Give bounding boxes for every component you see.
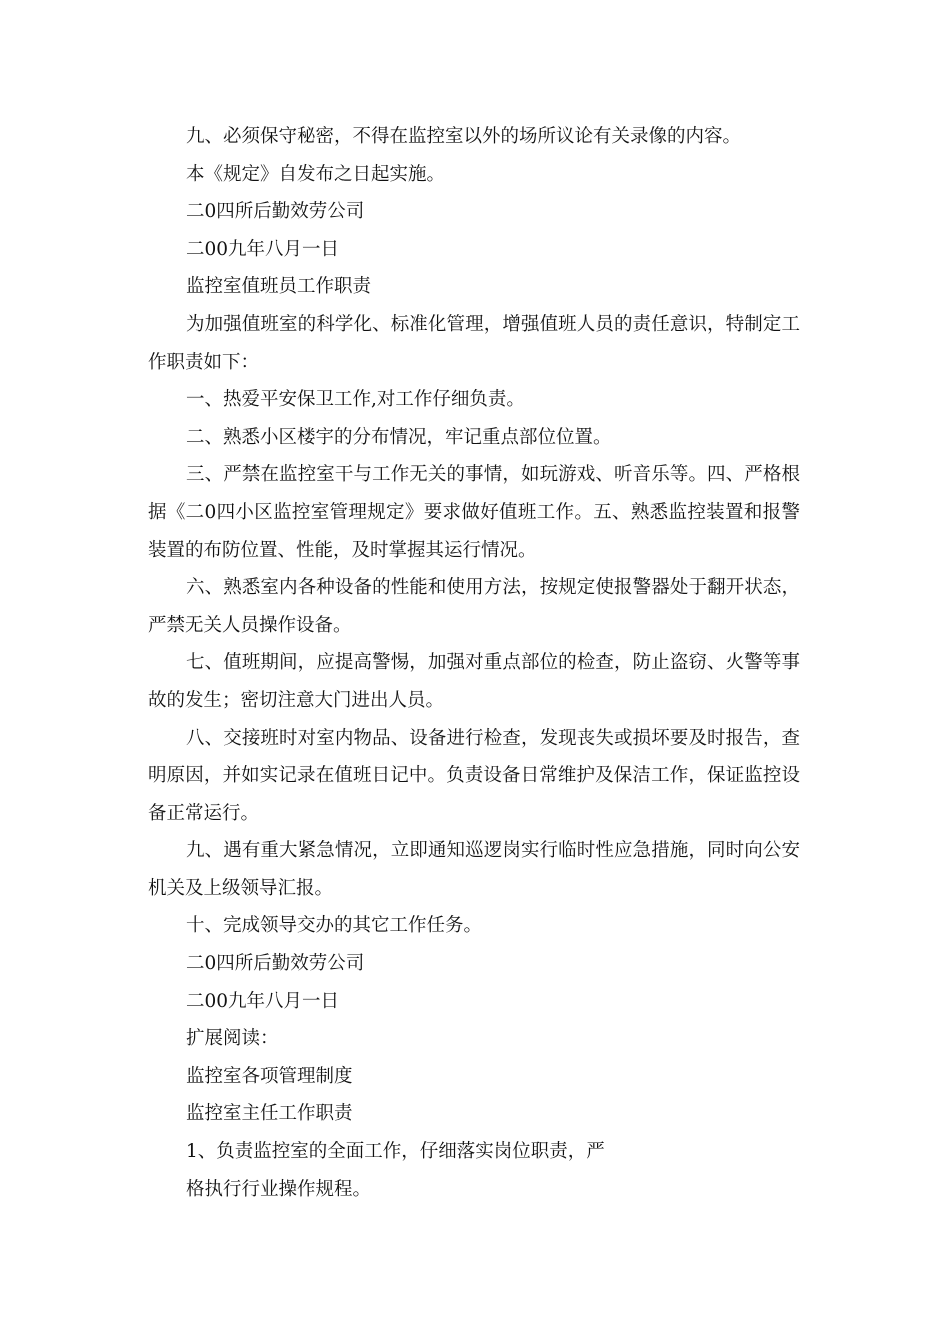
director-item-1-part2: 格执行行业操作规程。 [186,1178,372,1200]
signature-date-2: 二00九年八月一日 [186,990,340,1012]
paragraph-confidentiality: 九、必须保守秘密，不得在监控室以外的场所议论有关录像的内容。 [186,126,742,147]
duty-item-9: 九、遇有重大紧急情况，立即通知巡逻岗实行临时性应急措施，同时向公安机关及上级领导汇报。 [148,840,800,899]
document-body [148,118,800,1208]
duty-item-2: 二、熟悉小区楼宇的分布情况，牢记重点部位位置。 [186,426,612,448]
paragraph-intro: 为加强值班室的科学化、标准化管理，增强值班人员的责任意识，特制定工作职责如下： [148,313,800,373]
duty-item-1: 一、热爱平安保卫工作,对工作仔细负责。 [186,389,525,411]
signature-company: 二0四所后勤效劳公司 [186,201,365,223]
duty-item-8: 八、交接班时对室内物品、设备进行检查，发现丧失或损坏要及时报告，查明原因，并如实记录在值班日记中。负责设备日常维护及保洁工作，保证监控设备正常运行。 [148,727,800,824]
duty-item-10: 十、完成领导交办的其它工作任务。 [186,915,483,937]
director-item-1-part1: 1、负责监控室的全面工作，仔细落实岗位职责，严 [186,1141,605,1163]
signature-date: 二00九年八月一日 [186,238,340,260]
duty-item-7: 七、值班期间，应提高警惕，加强对重点部位的检查，防止盗窃、火警等事故的发生；密切注意大门进出人员。 [148,652,800,711]
duty-item-3-5: 三、严禁在监控室干与工作无关的事情，如玩游戏、听音乐等。四、严格根据《二0四小区监控室管理规定》要求做好值班工作。五、熟悉监控装置和报警装置的布防位置、性能，及时掌握其运行情况。 [148,464,800,561]
signature-company-2: 二0四所后勤效劳公司 [186,953,365,975]
section-title-director-duties: 监控室主任工作职责 [186,1103,353,1125]
duty-item-6: 六、熟悉室内各种设备的性能和使用方法，按规定使报警器处于翻开状态，严禁无关人员操作设备。 [148,577,800,636]
section-title-management-system: 监控室各项管理制度 [186,1065,353,1087]
section-title-duty-officer: 监控室值班员工作职责 [186,276,372,298]
extended-reading-label: 扩展阅读： [186,1028,279,1050]
paragraph-effective-date: 本《规定》自发布之日起实施。 [186,163,446,185]
